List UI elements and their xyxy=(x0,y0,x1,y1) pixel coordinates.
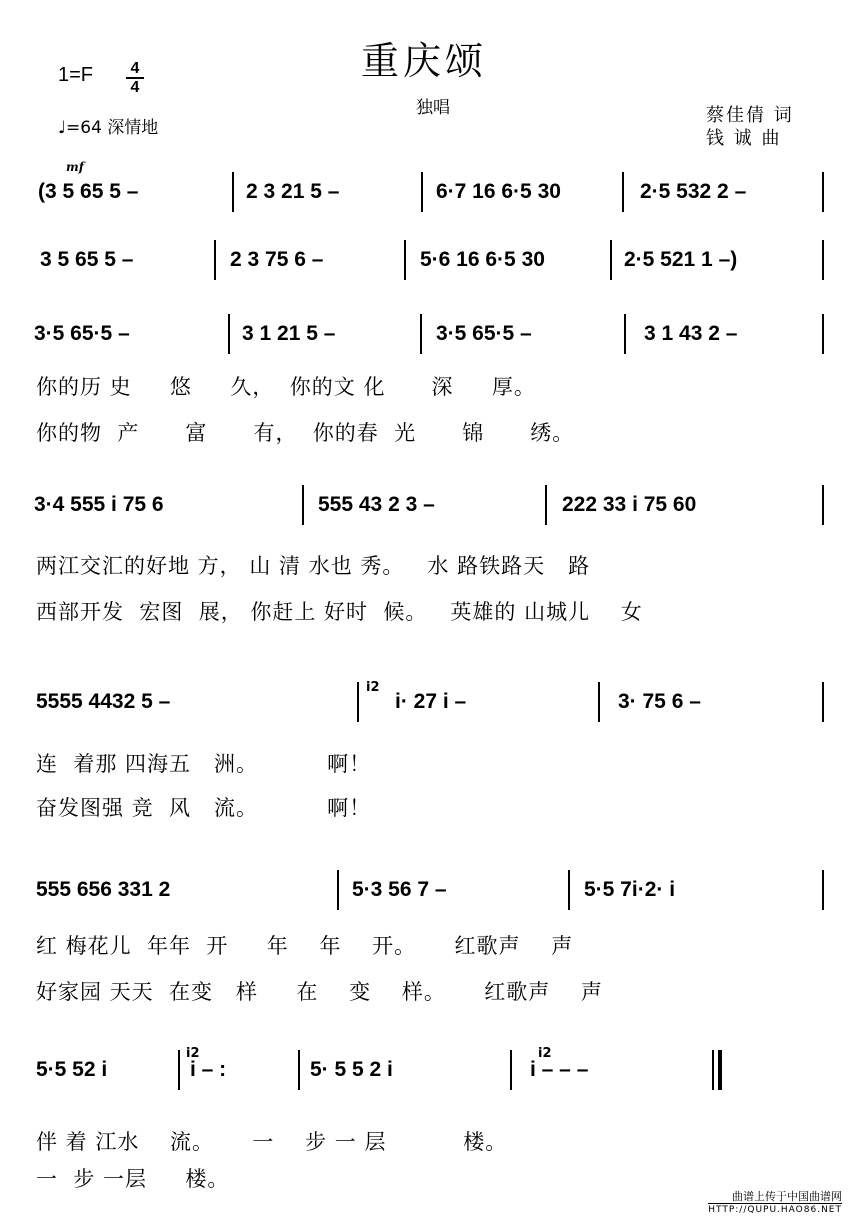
barline xyxy=(510,1050,512,1090)
grace-note: i2 xyxy=(186,1046,200,1061)
barline xyxy=(545,485,547,525)
page-title: 重庆颂 xyxy=(360,39,487,83)
footer-url: HTTP://QUPU.HAO86.NET xyxy=(708,1205,842,1215)
measure-1-2: 2 3 21 5 – xyxy=(246,180,340,203)
lyric-line-5-1: 连 着那 四海五 洲。 啊！ xyxy=(36,752,372,776)
lyric-line-3-2: 你的物 产 富 有， 你的春 光 锦 绣。 xyxy=(36,421,575,445)
measure-2-3: 5·6 16 6·5 30 xyxy=(420,248,545,271)
measure-4-2: 555 43 2 3 – xyxy=(318,493,435,516)
time-signature xyxy=(124,60,146,96)
barline xyxy=(822,682,824,722)
measure-7-2: i – : xyxy=(190,1058,227,1081)
measure-2-2: 2 3 75 6 – xyxy=(230,248,324,271)
barline xyxy=(232,172,234,212)
key-signature: 1=F xyxy=(58,64,94,86)
lyric-line-7-2: 一 步 一层 楼。 xyxy=(36,1167,230,1191)
measure-1-3: 6·7 16 6·5 30 xyxy=(436,180,561,203)
measure-6-1: 555 656 331 2 xyxy=(36,878,171,901)
barline xyxy=(337,870,339,910)
measure-3-3: 3·5 65·5 – xyxy=(436,322,532,345)
measure-5-1: 5555 4432 5 – xyxy=(36,690,171,713)
measure-2-1: 3 5 65 5 – xyxy=(40,248,134,271)
barline xyxy=(610,240,612,280)
barline xyxy=(302,485,304,525)
grace-note: i2 xyxy=(538,1046,552,1061)
composer-credit: 钱 诚 曲 xyxy=(706,128,782,149)
barline xyxy=(622,172,624,212)
barline xyxy=(712,1050,714,1090)
barline xyxy=(404,240,406,280)
barline xyxy=(357,682,359,722)
measure-6-2: 5·3 56 7 – xyxy=(352,878,447,901)
measure-4-1: 3·4 555 i 75 6 xyxy=(34,493,164,516)
barline xyxy=(214,240,216,280)
barline xyxy=(822,172,824,212)
dynamic-marking: mf xyxy=(66,160,84,174)
measure-5-3: 3· 75 6 – xyxy=(618,690,701,713)
lyricist-credit: 蔡佳倩 词 xyxy=(706,105,794,126)
measure-3-4: 3 1 43 2 – xyxy=(644,322,738,345)
grace-note: i2 xyxy=(366,680,380,695)
lyric-line-7-1: 伴 着 江水 流。 一 步 一 层 楼。 xyxy=(36,1130,508,1154)
lyric-line-4-2: 西部开发 宏图 展， 你赶上 好时 候。 英雄的 山城儿 女 xyxy=(36,600,643,624)
meter-bottom: 4 xyxy=(130,79,140,96)
barline xyxy=(624,314,626,354)
measure-3-1: 3·5 65·5 – xyxy=(34,322,130,345)
barline xyxy=(420,314,422,354)
barline xyxy=(598,682,600,722)
barline xyxy=(178,1050,180,1090)
lyric-line-4-1: 两江交汇的好地 方， 山 清 水也 秀。 水 路铁路天 路 xyxy=(36,554,591,578)
measure-5-2: i· 27 i – xyxy=(395,690,467,713)
measure-2-4: 2·5 521 1 –) xyxy=(624,248,738,271)
subtitle: 独唱 xyxy=(416,98,450,118)
measure-4-3: 222 33 i 75 60 xyxy=(562,493,697,516)
meter-top: 4 xyxy=(130,60,140,77)
barline xyxy=(568,870,570,910)
footer-text: 曲谱上传于中国曲谱网 xyxy=(732,1190,842,1203)
barline xyxy=(421,172,423,212)
barline xyxy=(822,314,824,354)
barline xyxy=(298,1050,300,1090)
barline xyxy=(822,870,824,910)
measure-6-3: 5·5 7i·2· i xyxy=(584,878,676,901)
lyric-line-6-1: 红 梅花儿 年年 开 年 年 开。 红歌声 声 xyxy=(36,934,574,958)
barline xyxy=(228,314,230,354)
lyric-line-3-1: 你的历 史 悠 久， 你的文 化 深 厚。 xyxy=(36,375,536,399)
measure-7-3: 5· 5 5 2 i xyxy=(310,1058,393,1081)
measure-7-1: 5·5 52 i xyxy=(36,1058,108,1081)
barline xyxy=(822,485,824,525)
barline xyxy=(822,240,824,280)
measure-1-1: (3 5 65 5 – xyxy=(38,180,139,203)
measure-7-4: i – – – xyxy=(530,1058,589,1081)
measure-1-4: 2·5 532 2 – xyxy=(640,180,747,203)
lyric-line-6-2: 好家园 天天 在变 样 在 变 样。 红歌声 声 xyxy=(36,980,603,1004)
watermark-footer xyxy=(708,1191,842,1216)
final-barline xyxy=(718,1050,722,1090)
tempo-marking: ♩=64 深情地 xyxy=(58,118,159,138)
measure-3-2: 3 1 21 5 – xyxy=(242,322,336,345)
lyric-line-5-2: 奋发图强 竞 风 流。 啊！ xyxy=(36,796,372,820)
